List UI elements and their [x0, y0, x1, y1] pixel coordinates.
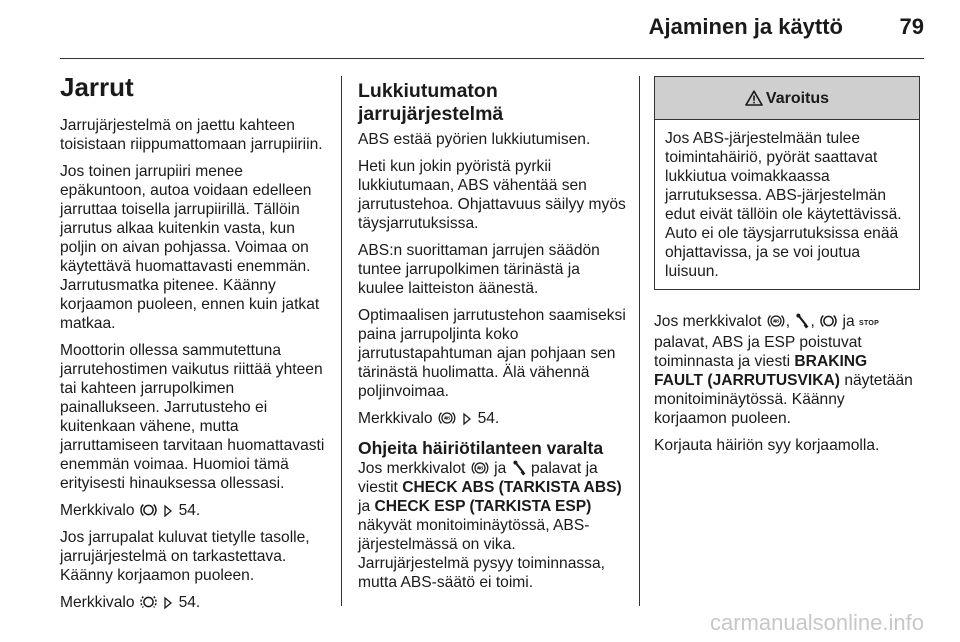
page-reference: 54. [477, 410, 500, 427]
page-reference: 54. [178, 594, 201, 611]
warning-box [654, 76, 920, 290]
page-header-title: Ajaminen ja käyttö [648, 14, 843, 39]
paragraph: ABS estää pyörien lukkiutumisen. [358, 131, 591, 148]
watermark: carmanualsonline.info [709, 610, 924, 635]
text: Jos merkkivalot [358, 460, 466, 477]
wrench-icon [512, 460, 526, 476]
warning-title: Varoitus [765, 89, 830, 107]
paragraph: Jarrujärjestelmä on jaettu kahteen toisistaan riippumattomaan jarrupiiriin. [60, 117, 323, 153]
wrench-icon [795, 313, 809, 329]
section-title-abs [358, 80, 630, 126]
paragraph: Moottorin ollessa sammutettuna jarrutehostimen vaikutus riittää yhteen tai kahteen jarrupolkimen painallukseen. Jarrutusteho ei kuitenkaan vähene, mutta jarruttamiseen tarvitaan huomattavasti enemmän voimaa. Huomioi tämä erityisesti hinauksessa ollessasi. [60, 342, 325, 492]
column-warning [654, 76, 920, 463]
paragraph-brake-warning-light [60, 501, 330, 520]
text: ja [358, 498, 371, 515]
text: näytetään monitoiminäytössä. Käänny korjaamon puoleen. [654, 372, 913, 427]
stop-icon: STOP [858, 320, 880, 327]
text: palavat ja viestit [358, 460, 598, 496]
paragraph-brake-pad-light [60, 593, 330, 612]
paragraph-abs-light [358, 409, 630, 428]
section-title-brakes: Jarrut [60, 72, 134, 102]
page-number: 79 [899, 14, 924, 39]
header-rule [60, 58, 924, 59]
brake-warning-icon [140, 502, 157, 518]
message-braking-fault: BRAKING FAULT (JARRUTUSVIKA) [654, 353, 868, 389]
paragraph: Jos toinen jarrupiiri menee epäkuntoon, autoa voidaan edelleen jarruttaa toisella jarrupiirillä. Tällöin jarrutus alkaa kuitenkin vasta, kun poljin on aivan pohjassa. Voimaa on käytettävä huomattavasti enemmän. Jarrutusmatka pitenee. Käänny korjaamon puoleen, ennen kuin jatkat matkaa. [60, 163, 320, 332]
section-title-line2: jarrujärjestelmä [358, 103, 504, 125]
warning-text: Jos ABS-järjestelmään tulee toimintahäiriö, pyörät saattavat lukkiutua voimakkaassa jarrutuksessa. ABS-järjestelmän edut eivät tällöin ole käytettävissä. Auto ei ole täysjarrutuksissa enää ohjattavissa, ja se voi joutua luisuun. [665, 130, 902, 280]
section-title-line1: Lukkiutumaton [358, 80, 498, 102]
brake-warning-icon [820, 313, 837, 329]
text: ja [494, 460, 507, 477]
text: näkyvät monitoiminäytössä, ABS-järjestelmässä on vika. Jarrujärjestelmä pysyy toiminnassa, mutta ABS-säätö ei toimi. [358, 517, 605, 591]
text: Merkkivalo [60, 502, 135, 519]
paragraph: Optimaalisen jarrutustehon saamiseksi paina jarrupoljinta koko jarrutustapahtuman ajan pohjaan sen tärinästä huolimatta. Älä vähennä poljinvoimaa. [358, 307, 626, 400]
section-title-fault-instructions: Ohjeita häiriötilanteen varalta [358, 438, 604, 458]
column-divider-left [341, 76, 342, 606]
text: Merkkivalo [60, 594, 135, 611]
paragraph: Heti kun jokin pyöristä pyrkii lukkiutumaan, ABS vähentää sen jarrutustehoa. Ohjattavuus säilyy myös täysjarrutuksissa. [358, 158, 626, 232]
paragraph: Korjauta häiriön syy korjaamolla. [654, 437, 880, 454]
brake-pad-wear-icon [140, 594, 157, 610]
text: ja [842, 313, 855, 330]
column-abs [358, 80, 630, 600]
page-reference-arrow-icon [163, 504, 173, 518]
text: Merkkivalo [358, 410, 433, 427]
warning-header [655, 77, 919, 120]
text: Jos merkkivalot [654, 313, 762, 330]
paragraph: ABS:n suorittaman jarrujen säädön tuntee jarrupolkimen tärinästä ja kuulee laitteiston äänestä. [358, 242, 600, 297]
message-check-esp: CHECK ESP (TARKISTA ESP) [374, 498, 592, 515]
text: palavat, ABS ja ESP poistuvat toiminnasta ja viesti [654, 334, 862, 370]
page-reference: 54. [178, 502, 201, 519]
page-reference-arrow-icon [462, 412, 472, 426]
page-reference-arrow-icon [163, 596, 173, 610]
paragraph-fault [358, 459, 630, 592]
abs-warning-icon [438, 410, 456, 426]
message-check-abs: CHECK ABS (TARKISTA ABS) [402, 479, 622, 496]
abs-warning-icon [471, 460, 489, 476]
abs-warning-icon [767, 313, 785, 329]
paragraph: Jos jarrupalat kuluvat tietylle tasolle, jarrujärjestelmä on tarkastettava. Käänny korjaamon puoleen. [60, 529, 310, 584]
column-divider-right [639, 76, 640, 606]
column-brakes [60, 72, 330, 620]
paragraph-braking-fault: Jos merkkivalot , , ja STOP palavat, ABS ja ESP poistuvat toiminnasta ja viesti BRAKING FAULT (JARRUTUSVIKA) näytetään monitoiminäytössä. Käänny korjaamon puoleen. [654, 313, 913, 427]
warning-triangle-icon [745, 90, 763, 106]
